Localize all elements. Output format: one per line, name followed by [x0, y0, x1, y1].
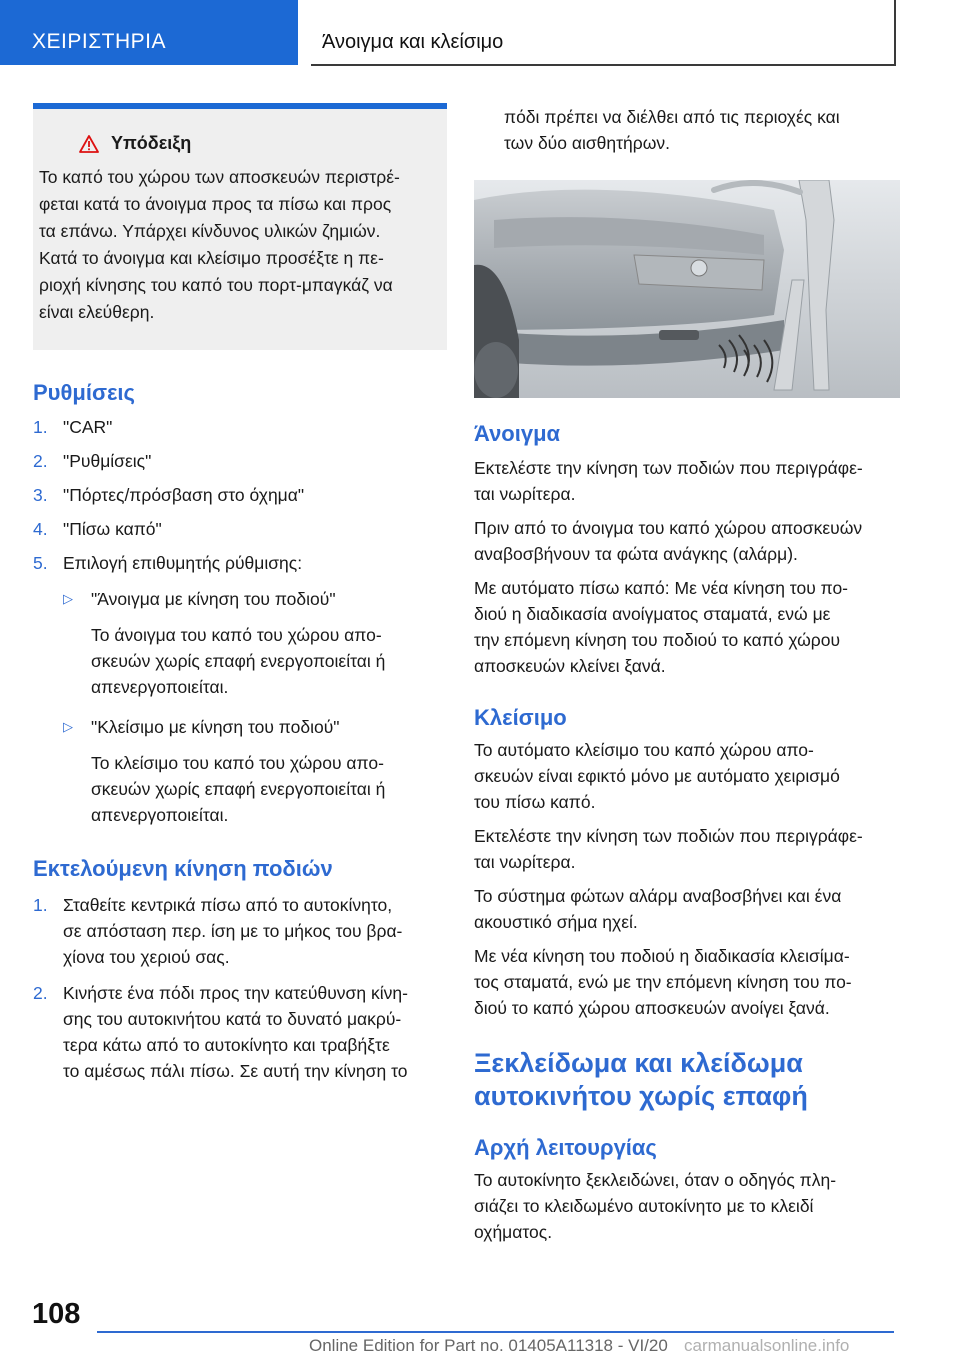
opening-heading: Άνοιγμα [474, 421, 561, 446]
closing-text: Το αυτόματο κλείσιμο του καπό χώρου απο‐ σκευών είναι εφικτό μόνο με αυτόματο χειρισμό του πίσω καπό. Εκτελέστε την κίνηση των ποδιών που περιγράφε‐ ται νωρίτερα. Το σύστημα φώτων αλάρμ αναβοσβήνει και ένα ακουστικό σήμα ηχεί. Με νέα κίνηση του ποδιού η διαδικασία κλεισίμα‐ τος σταματά, ενώ με την επόμενη κίνηση του πο‐ διού το καπό χώρου αποσκευών ανοίγει ξανά. [474, 740, 863, 1018]
foot-motion-heading: Εκτελούμενη κίνηση ποδιών [33, 856, 333, 881]
chapter-tab[interactable] [0, 0, 298, 65]
settings-heading: Ρυθμίσεις [33, 380, 135, 405]
keyless-subheading: Αρχή λειτουργίας [474, 1135, 657, 1160]
note-line: τα επάνω. Υπάρχει κίνδυνος υλικών ζημιών. [39, 221, 381, 241]
list-item: 1. "CAR" [33, 417, 113, 437]
warning-note [33, 103, 447, 350]
edition-text: Online Edition for Part no. 01405A11318 - VI/20 [309, 1336, 668, 1355]
note-heading: Υπόδειξη [111, 133, 192, 153]
page-header [311, 0, 896, 66]
watermark[interactable]: carmanualsonline.info [684, 1336, 850, 1355]
triangle-bullet-icon: ▷ [63, 719, 73, 734]
left-column [33, 103, 447, 1094]
note-header [79, 133, 447, 154]
settings-steps [33, 414, 447, 576]
option-description: Το άνοιγμα του καπό του χώρου απο‐ σκευών χωρίς επαφή ενεργοποιείται ή απενεργοποιείται. [91, 625, 386, 697]
page-number: 108 [32, 1298, 81, 1330]
list-item: 5. Επιλογή επιθυμητής ρύθμισης: [33, 553, 303, 573]
list-item: 1. Σταθείτε κεντρικά πίσω από το αυτοκίνητο, σε απόσταση περ. ίση με το μήκος του βρα‐ χίονα του χεριού σας. [33, 895, 403, 967]
opening-text: Εκτελέστε την κίνηση των ποδιών που περιγράφε‐ ται νωρίτερα. Πριν από το άνοιγμα του καπό χώρου αποσκευών αναβοσβήνουν τα φώτα ανάγκης (αλάρμ). Με αυτόματο πίσω καπό: Με νέα κίνηση του πο‐ διού η διαδικασία ανοίγματος σταματά, ενώ με την επόμενη κίνηση του ποδιού το καπό χώρου αποσκευών κλείνει ξανά. [474, 458, 863, 676]
option-label: "Κλείσιμο με κίνηση του ποδιού" [91, 717, 340, 737]
triangle-bullet-icon: ▷ [63, 591, 73, 606]
step-continuation: πόδι πρέπει να διέλθει από τις περιοχές και των δύο αισθητήρων. [504, 107, 840, 153]
page-title: Άνοιγμα και κλείσιμο [322, 31, 504, 53]
list-item: 2. Κινήστε ένα πόδι προς την κατεύθυνση κίνη‐ σης του αυτοκινήτου κατά το δυνατό μακρύ‐ τερα κάτω από το αυτοκίνητο και τραβήξτε το αμέσως πάλι πίσω. Σε αυτή την κίνηση το [33, 983, 408, 1081]
keyless-heading: Ξεκλείδωμα και κλείδωμα αυτοκινήτου χωρίς επαφή [474, 1048, 808, 1111]
note-line: ριοχή κίνησης του καπό του πορτ-μπαγκάζ να [39, 275, 393, 295]
kick-sensor-illustration [474, 180, 900, 398]
list-item: 2. "Ρυθμίσεις" [33, 451, 152, 471]
foot-motion-steps [33, 892, 447, 1084]
keyless-text: Το αυτοκίνητο ξεκλειδώνει, όταν ο οδηγός πλη‐ σιάζει το κλειδωμένο αυτοκίνητο με το κλειδί οχήματος. [474, 1170, 837, 1242]
option-label: "Άνοιγμα με κίνηση του ποδιού" [91, 589, 336, 609]
option-description: Το κλείσιμο του καπό του χώρου απο‐ σκευών χωρίς επαφή ενεργοποιείται ή απενεργοποιείται. [91, 753, 386, 825]
right-column [474, 104, 900, 1245]
option-item [33, 714, 447, 828]
note-line: φεται κατά το άνοιγμα προς τα πίσω και προς [39, 194, 392, 214]
chapter-label: ΧΕΙΡΙΣΤΗΡΙΑ [32, 30, 167, 53]
note-line: είναι ελεύθερη. [39, 302, 155, 322]
note-line: Κατά το άνοιγμα και κλείσιμο προσέξτε η πε‐ [39, 248, 384, 268]
footer-divider [97, 1331, 894, 1333]
warning-icon [79, 135, 99, 153]
list-item: 3. "Πόρτες/πρόσβαση στο όχημα" [33, 485, 305, 505]
note-line: Το καπό του χώρου των αποσκευών περιστρέ‐ [39, 167, 400, 187]
list-item: 4. "Πίσω καπό" [33, 519, 162, 539]
closing-heading: Κλείσιμο [474, 705, 567, 730]
option-item [33, 586, 447, 700]
